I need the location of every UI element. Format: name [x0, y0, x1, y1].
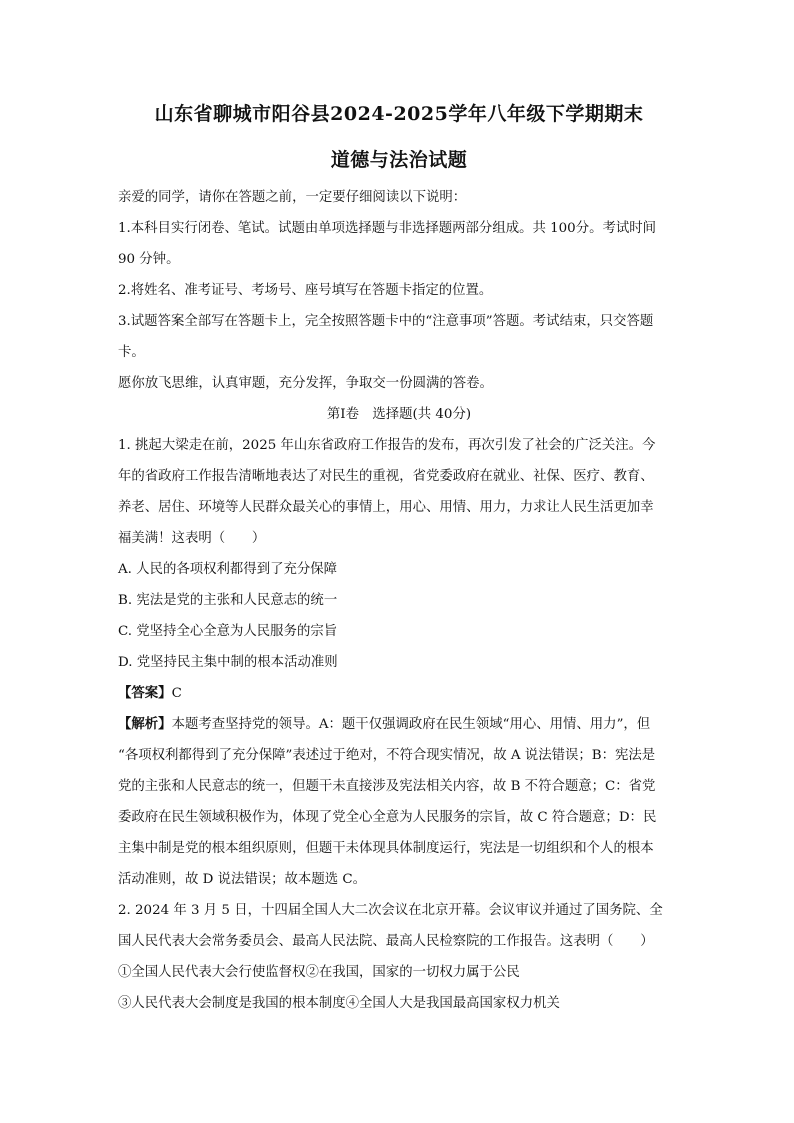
question-1 — [118, 430, 680, 895]
statement-line: ③人民代表大会制度是我国的根本制度④全国人大是我国最高国家权力机关 — [118, 996, 560, 1011]
analysis-line: 党的主张和人民意志的统一，但题干未直接涉及宪法相关内容，故 B 不符合题意；C：省党 — [118, 779, 656, 794]
analysis-line: 活动准则，故 D 说法错误；故本题选 C。 — [118, 872, 366, 887]
answer-label: 【答案】 — [118, 685, 172, 701]
section-heading: 第Ⅰ卷 选择题(共 40分) — [326, 407, 472, 422]
question-stem-line: 年的省政府工作报告清晰地表达了对民生的重视，省党委政府在就业、社保、医疗、教育、 — [118, 469, 654, 484]
exam-page — [118, 100, 680, 1019]
question-stem-line: 国人民代表大会常务委员会、最高人民法院、最高人民检察院的工作报告。这表明（ ） — [118, 934, 654, 949]
answer-value: C — [171, 686, 182, 701]
doc-title-line2: 道德与法治试题 — [330, 149, 468, 171]
intro-line: 亲爱的同学，请你在答题之前，一定要仔细阅读以下说明： — [118, 190, 467, 205]
analysis-line: 主集中制是党的根本组织原则，但题干未体现具体制度运行，宪法是一切组织和个人的根本 — [118, 841, 654, 856]
instructions — [118, 182, 680, 399]
statement-line: ①全国人民代表大会行使监督权②在我国，国家的一切权力属于公民 — [118, 965, 520, 980]
analysis-label: 【解析】 — [118, 716, 172, 732]
analysis-line: “各项权利都得到了充分保障”表述过于绝对，不符合现实情况，故 A 说法错误；B：宪法是 — [118, 748, 656, 763]
analysis-line — [118, 709, 680, 740]
analysis-text: 本题考查坚持党的领导。A：题干仅强调政府在民生领域“用心、用情、用力”，但 — [171, 717, 651, 732]
option-d: D. 党坚持民主集中制的根本活动准则 — [118, 655, 338, 670]
intro-line: 1.本科目实行闭卷、笔试。试题由单项选择题与非选择题两部分组成。共 100分。考试时间 — [118, 221, 657, 236]
option-c: C. 党坚持全心全意为人民服务的宗旨 — [118, 624, 338, 639]
answer-line — [118, 678, 680, 709]
option-b: B. 宪法是党的主张和人民意志的统一 — [118, 593, 338, 608]
question-stem-line: 养老、居住、环境等人民群众最关心的事情上，用心、用情、用力，力求让人民生活更加幸 — [118, 500, 654, 515]
intro-line: 90 分钟。 — [118, 252, 180, 267]
intro-line: 卡。 — [118, 345, 145, 360]
question-stem-line: 2. 2024 年 3 月 5 日，十四届全国人大二次会议在北京开幕。会议审议并通过了国务院、全 — [118, 903, 663, 918]
question-stem-line: 1. 挑起大梁走在前，2025 年山东省政府工作报告的发布，再次引发了社会的广泛关注。今 — [118, 438, 656, 453]
intro-line: 愿你放飞思维，认真审题，充分发挥，争取交一份圆满的答卷。 — [118, 376, 493, 391]
intro-line: 2.将姓名、准考证号、考场号、座号填写在答题卡指定的位置。 — [118, 283, 493, 298]
question-stem-line: 福美满！这表明（ ） — [118, 531, 266, 546]
analysis-line: 委政府在民生领域积极作为，体现了党全心全意为人民服务的宗旨，故 C 符合题意；D：民 — [118, 810, 657, 825]
option-a: A. 人民的各项权利都得到了充分保障 — [118, 562, 338, 577]
question-2 — [118, 895, 680, 1019]
doc-title-line1: 山东省聊城市阳谷县2024-2025学年八年级下学期期末 — [154, 103, 644, 125]
intro-line: 3.试题答案全部写在答题卡上，完全按照答题卡中的“注意事项”答题。考试结束，只交答题 — [118, 314, 654, 329]
